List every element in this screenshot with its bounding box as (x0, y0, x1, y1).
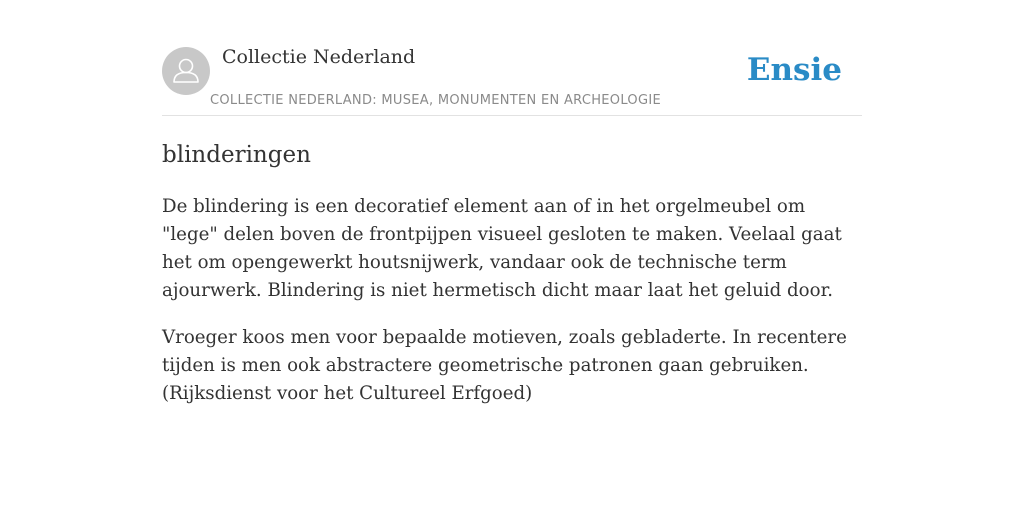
entry-card (162, 44, 862, 408)
user-icon (162, 47, 210, 95)
entry-title: blinderingen (162, 142, 311, 168)
entry-header (162, 44, 862, 116)
entry-paragraph-1: De blindering is een decoratief element aan of in het orgelmeubel om "lege" delen boven de frontpijpen visueel gesloten te maken. Veelaal gaat het om opengewerkt houtsnijwerk, vandaar ook de technische term ajourwerk. Blindering is niet hermetisch dicht maar laat het geluid door. (162, 196, 842, 301)
source-label: COLLECTIE NEDERLAND: MUSEA, MONUMENTEN EN ARCHEOLOGIE (210, 93, 661, 108)
ensie-logo[interactable]: Ensie (746, 52, 842, 88)
entry-paragraph-2: Vroeger koos men voor bepaalde motieven, zoals gebladerte. In recentere tijden is men ook abstractere geometrische patronen gaan gebruiken. (Rijksdienst voor het Cultureel Erfgoed) (162, 327, 847, 404)
author-name-link[interactable]: Collectie Nederland (222, 46, 416, 68)
avatar[interactable] (162, 47, 210, 95)
